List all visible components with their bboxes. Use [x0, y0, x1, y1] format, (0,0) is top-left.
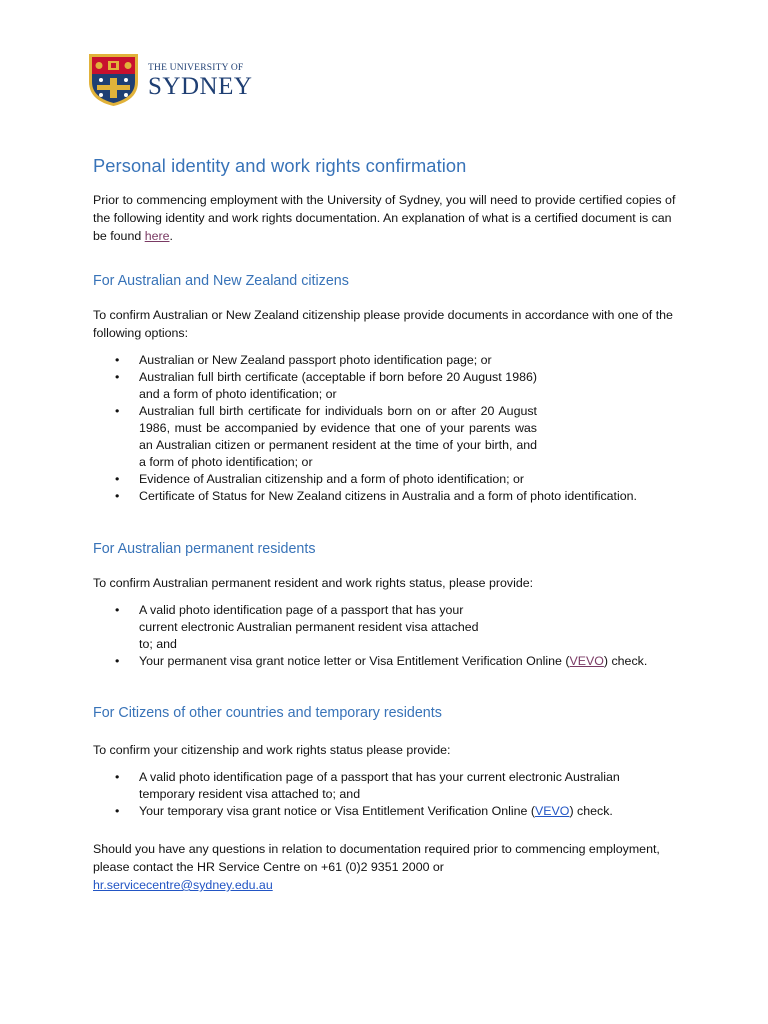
list-item-text: Evidence of Australian citizenship and a form of photo identification; or: [139, 472, 525, 486]
logo-small-text: THE UNIVERSITY OF: [148, 62, 244, 73]
bullet-icon: •: [115, 404, 120, 418]
list-item-text: Certificate of Status for New Zealand citizens in Australia and a form of photo identification.: [139, 489, 637, 503]
section-intro-citizens: To confirm Australian or New Zealand citizenship please provide documents in accordance with one of the following options:: [93, 308, 673, 340]
bullet-icon: •: [115, 770, 120, 784]
university-logo: [87, 52, 252, 107]
bullet-icon: •: [115, 489, 120, 503]
section-heading-citizens: For Australian and New Zealand citizens: [93, 273, 349, 289]
list-item: [93, 803, 678, 820]
bullet-icon: •: [115, 654, 120, 668]
closing-paragraph: [93, 840, 678, 894]
list-item-text: Australian full birth certificate for individuals born on or after 20 August 1986, must be accompanied by evidence that one of your parents was an Australian citizen or permanent resident at the time of your birth, and a form of photo identification; or: [139, 404, 537, 469]
list-item: [93, 602, 493, 653]
bullet-icon: •: [115, 603, 120, 617]
logo-big-text: SYDNEY: [148, 73, 253, 101]
logo-wordmark: [148, 60, 252, 100]
section-heading-other-countries: For Citizens of other countries and temporary residents: [93, 705, 442, 721]
document-body: [93, 155, 678, 894]
vevo-link[interactable]: VEVO: [535, 804, 570, 818]
citizens-options-list: [93, 352, 678, 505]
section-heading-permanent-residents: For Australian permanent residents: [93, 541, 316, 557]
other-countries-list: [93, 769, 678, 820]
certified-document-link[interactable]: here: [144, 229, 170, 243]
bullet-icon: •: [115, 353, 120, 367]
bullet-icon: •: [115, 472, 120, 486]
section-intro-other-countries: To confirm your citizenship and work rights status please provide:: [93, 743, 451, 757]
list-item-text: Australian or New Zealand passport photo identification page; or: [139, 353, 492, 367]
bullet-icon: •: [115, 370, 120, 384]
page-title: Personal identity and work rights confirmation: [93, 155, 467, 176]
list-item: [93, 352, 678, 369]
permanent-residents-list: [93, 602, 678, 670]
list-item-text: Your temporary visa grant notice or Visa Entitlement Verification Online (: [139, 804, 536, 818]
closing-text: Should you have any questions in relation to documentation required prior to commencing employment, please contact the HR Service Centre on +61 (0)2 9351 2000 or: [93, 842, 660, 874]
list-item-text: Australian full birth certificate (acceptable if born before 20 August 1986) and a form of photo identification; or: [139, 370, 537, 401]
list-item: [93, 653, 678, 670]
list-item: [93, 488, 678, 505]
list-item: [93, 369, 537, 403]
list-item: [93, 471, 678, 488]
list-item: [93, 769, 678, 803]
section-intro-permanent-residents: To confirm Australian permanent resident and work rights status, please provide:: [93, 576, 534, 590]
list-item: [93, 403, 537, 471]
list-item-text-end: ) check.: [603, 654, 648, 668]
university-crest-icon: [87, 52, 140, 107]
list-item-text: Your permanent visa grant notice letter or Visa Entitlement Verification Online (: [139, 654, 570, 668]
intro-paragraph: [93, 191, 678, 245]
list-item-text: A valid photo identification page of a passport that has your current electronic Australian permanent resident visa attached to; and: [139, 603, 479, 651]
hr-email-link[interactable]: hr.servicecentre@sydney.edu.au: [93, 878, 273, 892]
intro-text-end: .: [169, 229, 173, 243]
list-item-text: A valid photo identification page of a passport that has your current electronic Australian temporary resident visa attached to; and: [139, 770, 620, 801]
bullet-icon: •: [115, 804, 120, 818]
list-item-text-end: ) check.: [569, 804, 613, 818]
vevo-link[interactable]: VEVO: [569, 654, 604, 668]
intro-text: Prior to commencing employment with the University of Sydney, you will need to provide certified copies of the following identity and work rights documentation. An explanation of what is a certified document is can be found: [93, 193, 676, 243]
